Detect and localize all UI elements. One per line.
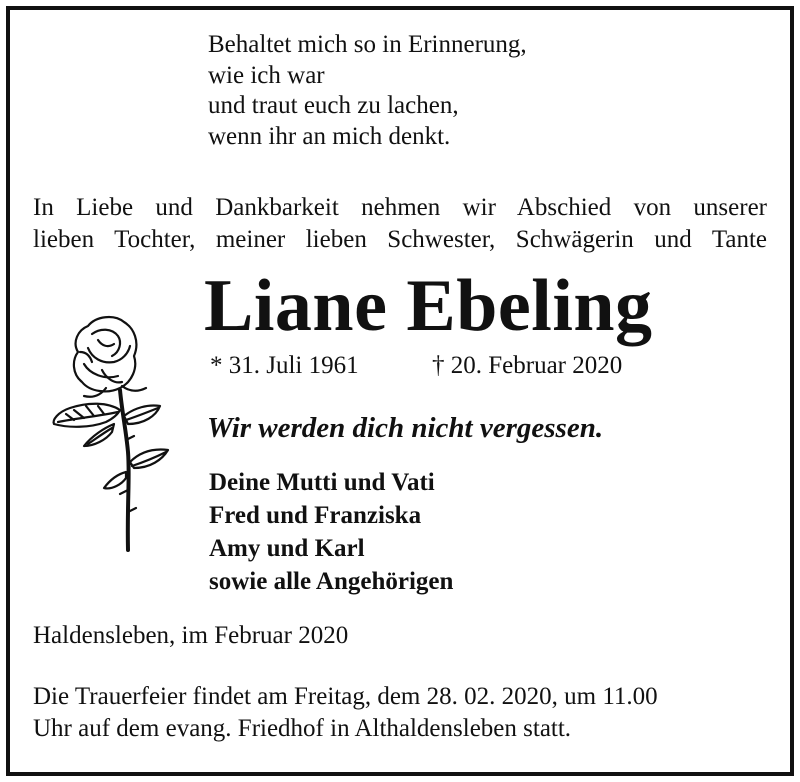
poem-line: und traut euch zu lachen, bbox=[208, 92, 459, 119]
funeral-line: Uhr auf dem evang. Friedhof in Althaldensleben statt. bbox=[33, 715, 572, 742]
mourner-line: Fred und Franziska bbox=[209, 502, 422, 529]
poem-line: wenn ihr an mich denkt. bbox=[208, 122, 451, 150]
intro-line: In Liebe und Dankbarkeit nehmen wir Abschied von unserer bbox=[33, 194, 767, 221]
intro-text bbox=[33, 192, 767, 256]
rose-icon bbox=[48, 312, 178, 557]
poem bbox=[208, 30, 527, 152]
poem-line: Behaltet mich so in Erinnerung, bbox=[208, 31, 527, 58]
mourner-line: sowie alle Angehörigen bbox=[209, 568, 454, 595]
funeral-line: Die Trauerfeier findet am Freitag, dem 28. 02. 2020, um 11.00 bbox=[33, 683, 658, 710]
birth-date: * 31. Juli 1961 bbox=[210, 352, 359, 379]
mourners-list bbox=[209, 466, 453, 598]
motto: Wir werden dich nicht vergessen. bbox=[207, 412, 604, 444]
mourner-line: Amy und Karl bbox=[209, 535, 365, 562]
death-date: † 20. Februar 2020 bbox=[432, 352, 623, 379]
place-date: Haldensleben, im Februar 2020 bbox=[33, 622, 349, 649]
funeral-info bbox=[33, 681, 658, 745]
deceased-name: Liane Ebeling bbox=[204, 265, 653, 347]
poem-line: wie ich war bbox=[208, 61, 325, 89]
mourner-line: Deine Mutti und Vati bbox=[209, 469, 435, 496]
intro-line: lieben Tochter, meiner lieben Schwester, Schwägerin und Tante bbox=[33, 226, 767, 253]
